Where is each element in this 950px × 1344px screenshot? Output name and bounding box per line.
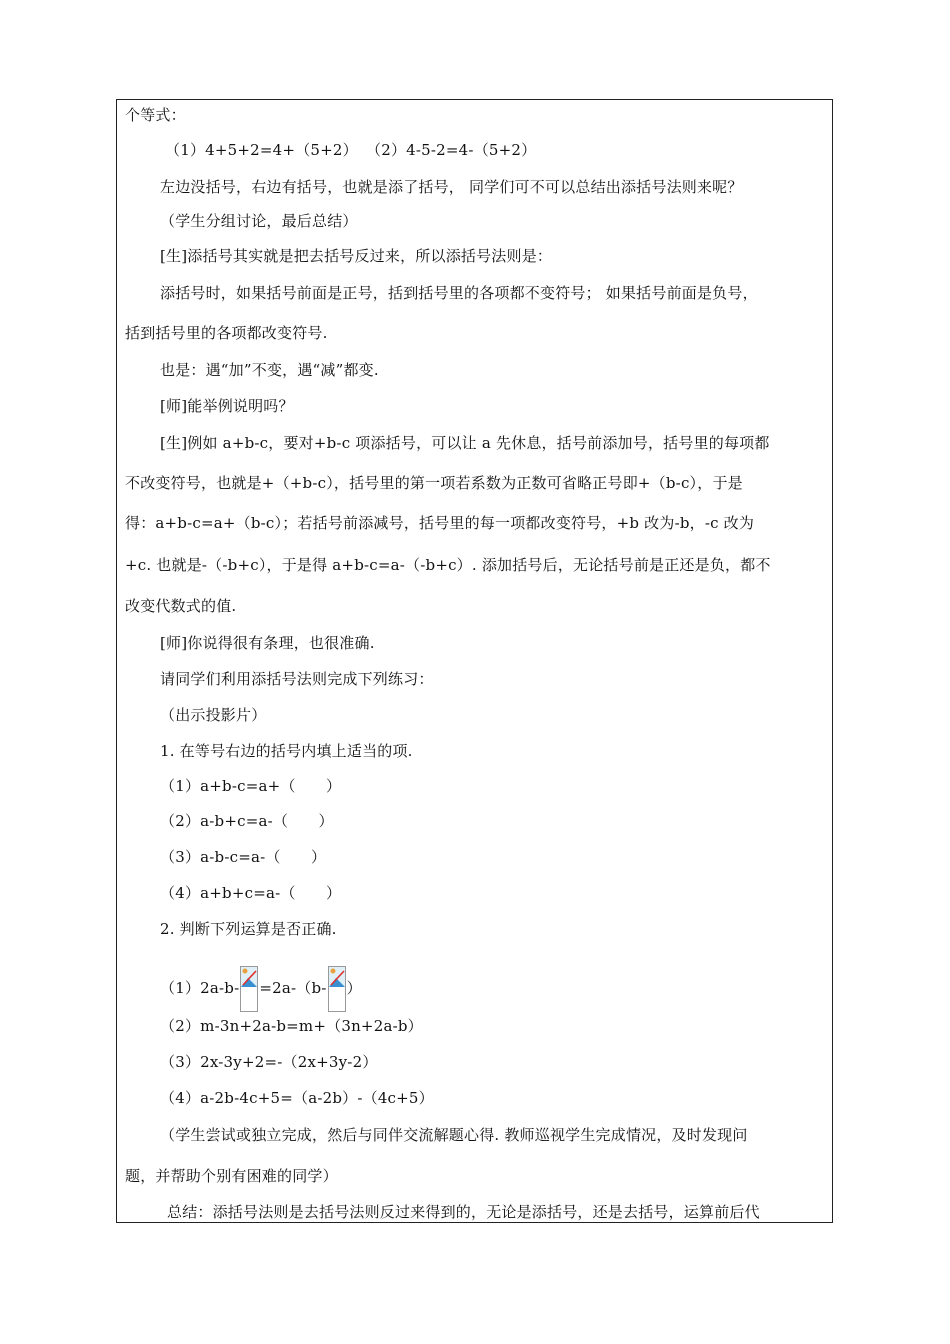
text-line: 改变代数式的值. <box>125 597 237 615</box>
equation-2: （2）4-5-2=4-（5+2） <box>366 141 537 159</box>
text-line: 也是：遇“加”不变，遇“减”都变. <box>160 361 379 379</box>
exercise-item: （4）a+b+c=a-（ ） <box>160 884 342 902</box>
text-line: [生]例如 a+b-c，要对+b-c 项添括号，可以让 a 先休息，括号前添加号，括号里的每项都 <box>160 434 770 452</box>
exercise-item: （2）m-3n+2a-b=m+（3n+2a-b） <box>160 1017 423 1035</box>
text-line: （学生尝试或独立完成，然后与同伴交流解题心得. 教师巡视学生完成情况，及时发现问 <box>160 1126 748 1144</box>
exercise-text: =2a-（b- <box>259 979 327 997</box>
exercise-item: （3）2x-3y+2=-（2x+3y-2） <box>160 1053 378 1071</box>
text-line: [师]能举例说明吗？ <box>160 397 294 415</box>
exercise-item: （1）a+b-c=a+（ ） <box>160 777 342 795</box>
text-line: 个等式： <box>125 106 186 124</box>
text-line: [生]添括号其实就是把去括号反过来，所以添括号法则是： <box>160 247 553 265</box>
missing-image-icon <box>328 966 346 1012</box>
missing-image-icon <box>240 966 258 1012</box>
exercise-item: （4）a-2b-4c+5=（a-2b）-（4c+5） <box>160 1089 434 1107</box>
text-line: 添括号时，如果括号前面是正号，括到括号里的各项都不变符号； 如果括号前面是负号， <box>160 284 758 302</box>
text-line: 请同学们利用添括号法则完成下列练习： <box>160 670 434 688</box>
text-line: +c. 也就是-（-b+c），于是得 a+b-c=a-（-b+c）. 添加括号后，无论括号前是正还是负，都不 <box>125 556 771 574</box>
summary-line: 总结：添括号法则是去括号法则反过来得到的，无论是添括号，还是去括号，运算前后代 <box>167 1203 760 1221</box>
exercise-heading: 2. 判断下列运算是否正确. <box>160 920 337 938</box>
text-line: 不改变符号，也就是+（+b-c），括号里的第一项若系数为正数可省略正号即+（b-c），于是 <box>125 474 743 492</box>
exercise-heading: 1. 在等号右边的括号内填上适当的项. <box>160 742 413 760</box>
exercise-item: （3）a-b-c=a-（ ） <box>160 848 327 866</box>
text-line: 左边没括号，右边有括号，也就是添了括号， 同学们可不可以总结出添括号法则来呢？ <box>160 178 743 196</box>
document-frame <box>116 99 833 1223</box>
text-line: [师]你说得很有条理，也很准确. <box>160 634 375 652</box>
equation-1: （1）4+5+2=4+（5+2） <box>165 141 358 159</box>
exercise-item <box>160 966 362 1012</box>
text-line: 题，并帮助个别有困难的同学） <box>125 1167 338 1185</box>
text-line: （学生分组讨论，最后总结） <box>160 212 358 230</box>
text-line: 括到括号里的各项都改变符号. <box>125 324 328 342</box>
exercise-item: （2）a-b+c=a-（ ） <box>160 812 334 830</box>
exercise-text: ） <box>346 979 362 997</box>
exercise-text: （1）2a-b- <box>160 979 240 997</box>
text-line: （出示投影片） <box>160 706 267 724</box>
text-line: 得：a+b-c=a+（b-c）；若括号前添减号，括号里的每一项都改变符号，+b 改为-b，-c 改为 <box>125 514 755 532</box>
